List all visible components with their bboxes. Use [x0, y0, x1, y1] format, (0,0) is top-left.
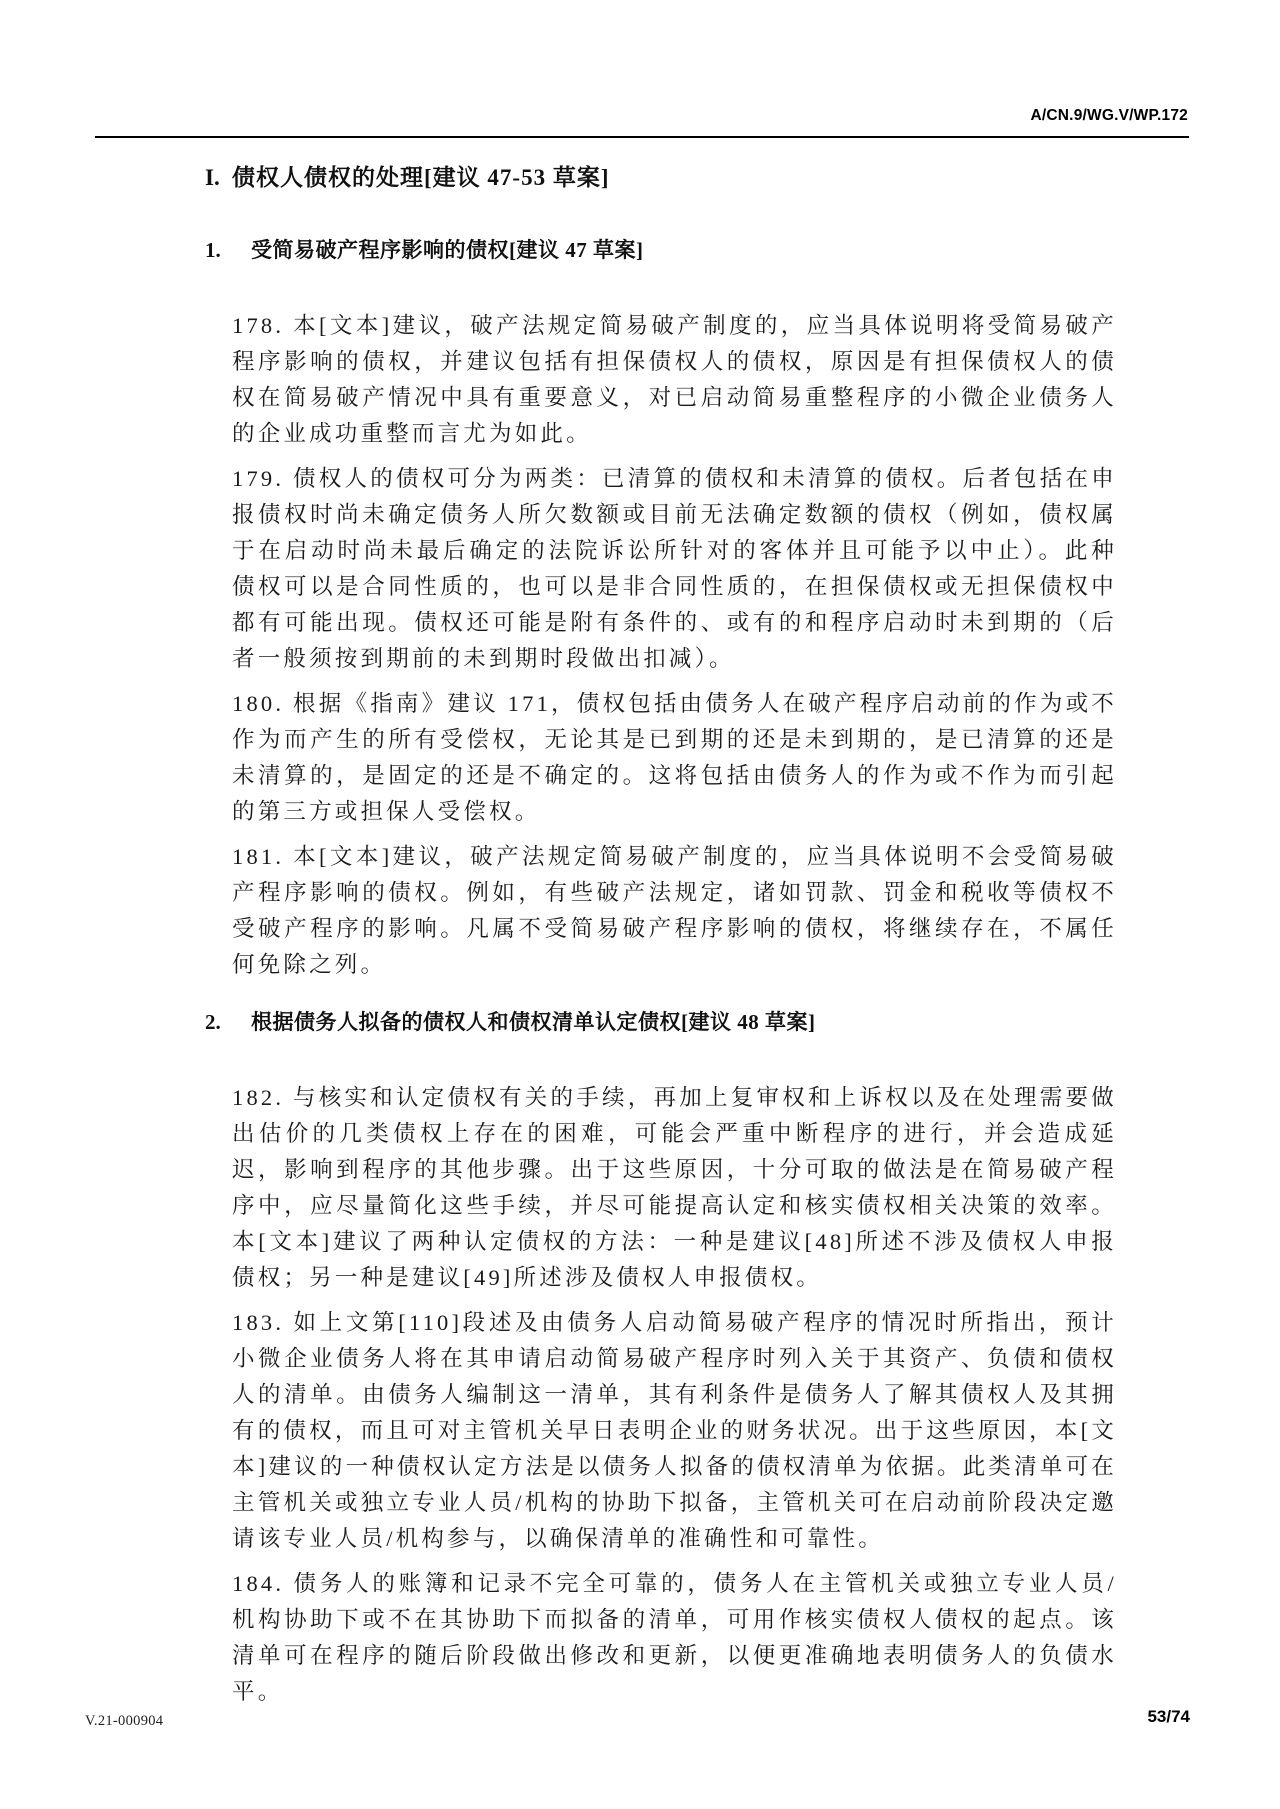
subsection-heading-2 — [205, 1008, 1117, 1036]
paragraph-181: 181. 本[文本]建议，破产法规定简易破产制度的，应当具体说明不会受简易破产程序影响的债权。例如，有些破产法规定，诸如罚款、罚金和税收等债权不受破产程序的影响。凡属不受简易破产程序影响的债权，将继续存在，不属任何免除之列。 — [232, 844, 1117, 977]
section-title: 债权人债权的处理[建议 47-53 草案] — [232, 165, 610, 190]
subsection-number: 2. — [205, 1010, 221, 1034]
document-body — [205, 164, 1117, 1719]
section-number: I. — [205, 165, 220, 190]
subsection-number: 1. — [205, 238, 221, 262]
subsection-title: 根据债务人拟备的债权人和债权清单认定债权[建议 48 草案] — [251, 1010, 816, 1034]
paragraph-182: 182. 与核实和认定债权有关的手续，再加上复审权和上诉权以及在处理需要做出估价的几类债权上存在的困难，可能会严重中断程序的进行，并会造成延迟，影响到程序的其他步骤。出于这些原因，十分可取的做法是在简易破产程序中，应尽量简化这些手续，并尽可能提高认定和核实债权相关决策的效率。本[文本]建议了两种认定债权的方法：一种是建议[48]所述不涉及债权人申报债权；另一种是建议[49]所述涉及债权人申报债权。 — [232, 1085, 1117, 1290]
job-number: V.21-000904 — [85, 1713, 164, 1729]
paragraph-179: 179. 债权人的债权可分为两类：已清算的债权和未清算的债权。后者包括在申报债权时尚未确定债务人所欠数额或目前无法确定数额的债权（例如，债权属于在启动时尚未最后确定的法院诉讼所针对的客体并且可能予以中止）。此种债权可以是合同性质的，也可以是非合同性质的，在担保债权或无担保债权中都有可能出现。债权还可能是附有条件的、或有的和程序启动时未到期的（后者一般须按到期前的未到期时段做出扣减）。 — [232, 466, 1117, 671]
section-heading-I — [205, 164, 1117, 192]
paragraph-183: 183. 如上文第[110]段述及由债务人启动简易破产程序的情况时所指出，预计小微企业债务人将在其申请启动简易破产程序时列入关于其资产、负债和债权人的清单。由债务人编制这一清单，其有利条件是债务人了解其债权人及其拥有的债权，而且可对主管机关早日表明企业的财务状况。出于这些原因，本[文本]建议的一种债权认定方法是以债务人拟备的债权清单为依据。此类清单可在主管机关或独立专业人员/机构的协助下拟备，主管机关可在启动前阶段决定邀请该专业人员/机构参与，以确保清单的准确性和可靠性。 — [232, 1310, 1117, 1551]
page-number: 53/74 — [1147, 1707, 1190, 1726]
paragraph-178: 178. 本[文本]建议，破产法规定简易破产制度的，应当具体说明将受简易破产程序影响的债权，并建议包括有担保债权人的债权，原因是有担保债权人的债权在简易破产情况中具有重要意义，对已启动简易重整程序的小微企业债务人的企业成功重整而言尤为如此。 — [232, 313, 1117, 446]
subsection-title: 受简易破产程序影响的债权[建议 47 草案] — [251, 238, 644, 262]
subsection-heading-1 — [205, 236, 1117, 264]
header-divider — [95, 136, 1189, 138]
paragraph-184: 184. 债务人的账簿和记录不完全可靠的，债务人在主管机关或独立专业人员/机构协助下或不在其协助下而拟备的清单，可用作核实债权人债权的起点。该清单可在程序的随后阶段做出修改和更新，以便更准确地表明债务人的负债水平。 — [232, 1571, 1117, 1704]
paragraph-180: 180. 根据《指南》建议 171，债权包括由债务人在破产程序启动前的作为或不作为而产生的所有受偿权，无论其是已到期的还是未到期的，是已清算的还是未清算的，是固定的还是不确定的。这将包括由债务人的作为或不作为而引起的第三方或担保人受偿权。 — [232, 691, 1117, 824]
document-symbol: A/CN.9/WG.V/WP.172 — [1030, 107, 1188, 124]
